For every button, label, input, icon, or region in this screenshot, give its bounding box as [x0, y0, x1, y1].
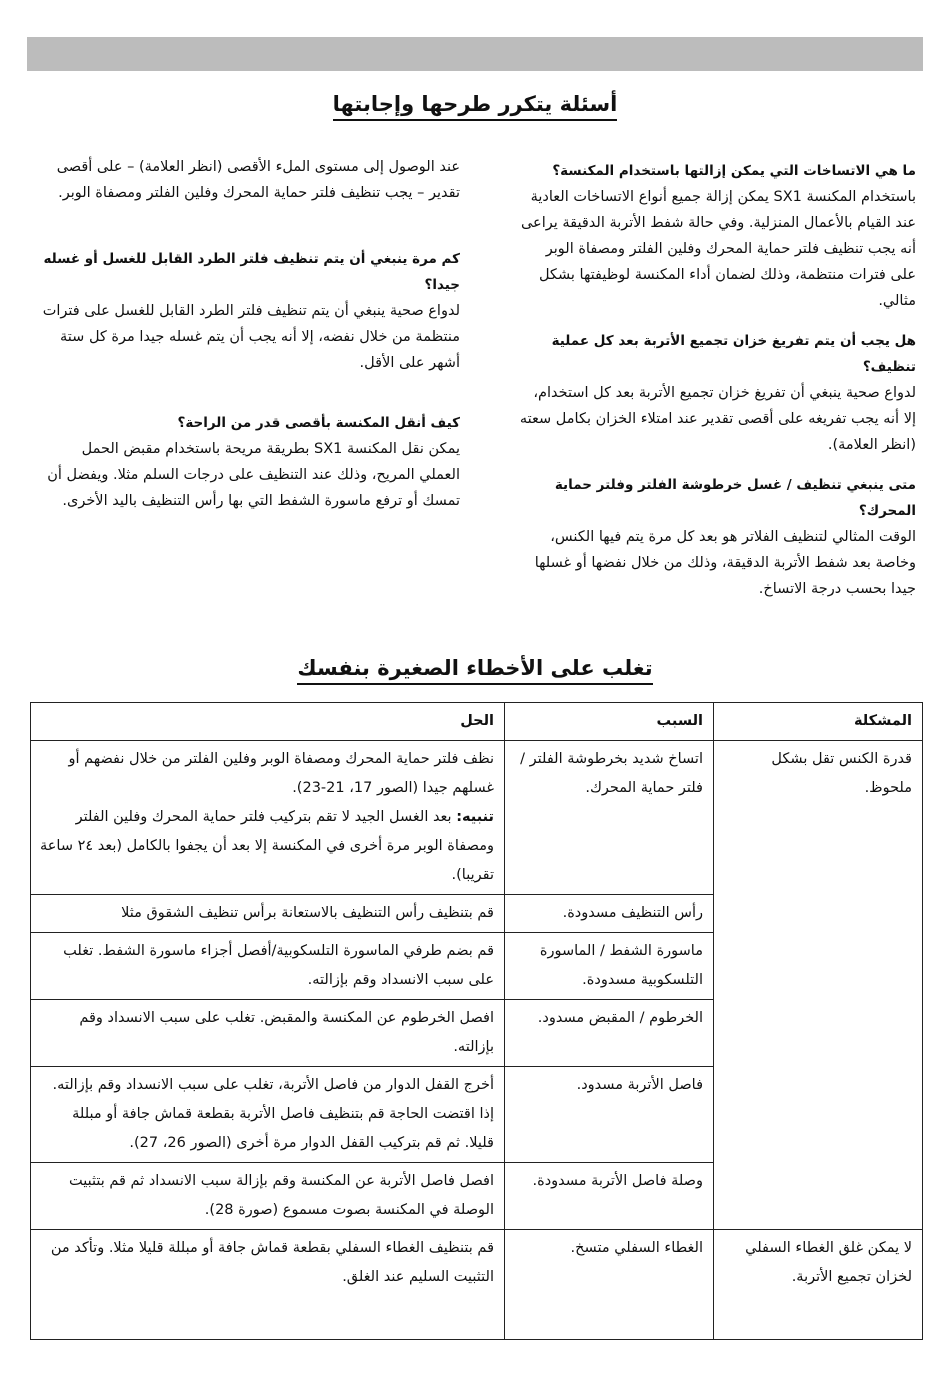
- note-label: تنبيه:: [456, 809, 494, 825]
- cause-cell: الخرطوم / المقبض مسدود.: [505, 1000, 714, 1067]
- header-bar: [27, 37, 923, 71]
- faq-question: متى ينبغي تنظيف / غسل خرطوشة الفلتر وفلتر حماية المحرك؟: [554, 477, 916, 519]
- solution-cell: [31, 741, 505, 895]
- problem-cell: لا يمكن غلق الغطاء السفلي لخزان تجميع الأتربة.: [714, 1230, 923, 1340]
- header-problem: المشكلة: [714, 703, 923, 741]
- troubleshooting-table: [30, 702, 923, 1340]
- cause-cell: اتساخ شديد بخرطوشة الفلتر / فلتر حماية المحرك.: [505, 741, 714, 895]
- cause-cell: رأس التنظيف مسدودة.: [505, 895, 714, 933]
- solution-text: نظف فلتر حماية المحرك ومصفاة الوبر وفلين الفلتر من خلال نفضهم أو غسلهم جيدا (الصور 17، 21-23).: [68, 751, 494, 796]
- header-cause: السبب: [505, 703, 714, 741]
- faq-question: كيف أنقل المكنسة بأقصى قدر من الراحة؟: [177, 415, 460, 431]
- faq-question: كم مرة ينبغي أن يتم تنظيف فلتر الطرد القابل للغسل أو غسله جيدا؟: [43, 251, 460, 293]
- table-row: [31, 1230, 923, 1340]
- solution-cell: قم بضم طرفي الماسورة التلسكوبية/أفصل أجزاء ماسورة الشفط. تغلب على سبب الانسداد وقم بإزالته.: [31, 933, 505, 1000]
- faq-title: [0, 92, 950, 116]
- cause-cell: وصلة فاصل الأتربة مسدودة.: [505, 1163, 714, 1230]
- troubleshoot-title-text: تغلب على الأخطاء الصغيرة بنفسك: [297, 656, 652, 685]
- table-row: [31, 741, 923, 895]
- faq-item: [518, 158, 916, 314]
- faq-answer: لدواع صحية ينبغي أن يتم تنظيف فلتر الطرد القابل للغسل على فترات منتظمة من خلال نفضه، إلا أنه يجب أن يتم غسله جيدا مرة كل ستة أشهر على الأقل.: [42, 303, 460, 371]
- faq-answer: لدواع صحية ينبغي أن تفريغ خزان تجميع الأتربة بعد كل استخدام، إلا أنه يجب تفريغه على أقصى تقدير عند امتلاء الخزان بكامل سعته (انظر العلامة).: [519, 385, 916, 453]
- faq-item: [518, 328, 916, 458]
- solution-cell: افصل الخرطوم عن المكنسة والمقبض. تغلب على سبب الانسداد وقم بإزالته.: [31, 1000, 505, 1067]
- faq-right-column: [518, 158, 916, 616]
- faq-question: ما هي الاتساخات التي يمكن إزالتها باستخدام المكنسة؟: [552, 163, 916, 179]
- note-text: بعد الغسل الجيد لا تقم بتركيب فلتر حماية المحرك وفلين الفلتر ومصفاة الوبر مرة أخرى في المكنسة إلا بعد أن يجفوا بالكامل (بعد ٢٤ ساعة تقريبا).: [39, 809, 494, 883]
- faq-question: هل يجب أن يتم تفريغ خزان تجميع الأتربة بعد كل عملية تنظيف؟: [551, 333, 916, 375]
- solution-cell: قم بتنظيف رأس التنظيف بالاستعانة برأس تنظيف الشقوق مثلا: [31, 895, 505, 933]
- faq-title-text: أسئلة يتكرر طرحها وإجابتها: [333, 92, 618, 121]
- problem-cell: قدرة الكنس تقل بشكل ملحوظ.: [714, 741, 923, 1230]
- table-header-row: [31, 703, 923, 741]
- faq-answer: باستخدام المكنسة SX1 يمكن إزالة جميع أنواع الاتساخات العادية عند القيام بالأعمال المنزلية. وفي حالة شفط الأتربة الدقيقة يراعى أنه يجب تنظيف فلتر حماية المحرك وفلين الفلتر ومصفاة الوبر على فترات منتظمة، وذلك لضمان أداء المكنسة لوظيفتها بشكل مثالي.: [520, 189, 916, 309]
- solution-cell: قم بتنظيف الغطاء السفلي بقطعة قماش جافة أو مبللة قليلا مثلا. وتأكد من التثبيت السليم عند الغلق.: [31, 1230, 505, 1340]
- faq-continued-text: عند الوصول إلى مستوى الملء الأقصى (انظر العلامة) – على أقصى تقدير – يجب تنظيف فلتر حماية المحرك وفلين الفلتر ومصفاة الوبر.: [56, 159, 460, 201]
- faq-answer: يمكن نقل المكنسة SX1 بطريقة مريحة باستخدام مقبض الحمل العملي المريح، وذلك عند التنظيف على درجات السلم مثلا. ويفضل أن تمسك أو ترفع ماسورة الشفط التي بها رأس التنظيف باليد الأخرى.: [47, 441, 460, 509]
- troubleshoot-title: [0, 656, 950, 680]
- faq-item: [518, 472, 916, 602]
- solution-cell: أخرج القفل الدوار من فاصل الأتربة، تغلب على سبب الانسداد وقم بإزالته. إذا اقتضت الحاجة قم بتنظيف فاصل الأتربة بقطعة قماش جافة أو مبللة قليلا. ثم قم بتركيب القفل الدوار مرة أخرى (الصور 26، 27).: [31, 1067, 505, 1163]
- cause-cell: ماسورة الشفط / الماسورة التلسكوبية مسدودة.: [505, 933, 714, 1000]
- faq-left-column: [40, 154, 460, 528]
- header-solution: الحل: [31, 703, 505, 741]
- cause-cell: فاصل الأتربة مسدود.: [505, 1067, 714, 1163]
- faq-item: [40, 246, 460, 376]
- solution-cell: افصل فاصل الأتربة عن المكنسة وقم بإزالة سبب الانسداد ثم قم بتثبيت الوصلة في المكنسة بصوت مسموع (صورة 28).: [31, 1163, 505, 1230]
- cause-cell: الغطاء السفلي متسخ.: [505, 1230, 714, 1340]
- faq-item: [40, 410, 460, 514]
- faq-answer: الوقت المثالي لتنظيف الفلاتر هو بعد كل مرة يتم فيها الكنس، وخاصة بعد شفط الأتربة الدقيقة، وذلك من خلال نفضها أو غسلها جيدا بحسب درجة الاتساخ.: [534, 529, 916, 597]
